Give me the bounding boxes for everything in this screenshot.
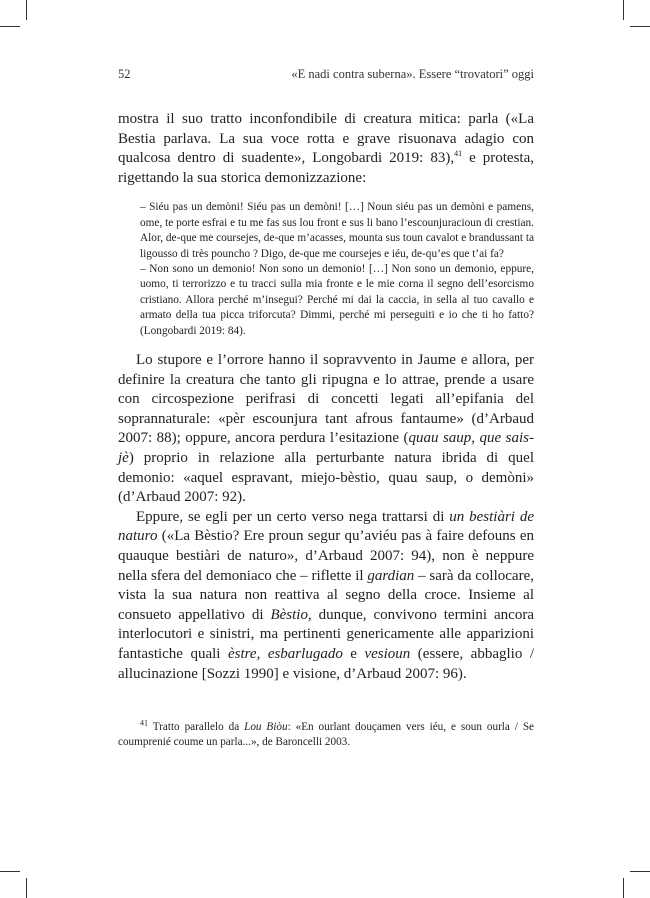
- main-text: [118, 110, 534, 684]
- footnote: [118, 720, 534, 751]
- crop-mark: [26, 0, 27, 20]
- footnote-text: Tratto parallelo da: [148, 721, 245, 733]
- paragraph: [118, 110, 534, 188]
- italic-text: Lou Biòu: [244, 721, 288, 733]
- footnote-text: : «En ourlant douçamen vers iéu, e soun ourla / Se coumprenié coume un parla...», de Baroncelli 2003.: [118, 721, 535, 749]
- italic-text: Bèstio: [270, 606, 308, 623]
- running-title: «E nadi contra suberna». Essere “trovatori” oggi: [291, 67, 534, 81]
- paragraph-text: ) proprio in relazione alla perturbante natura ibrida di quel demonio: «aquel espravant, miejo-bèstio, quau saup, o demòni» (d’Arbaud 2007: 92).: [118, 450, 534, 506]
- italic-text: vesioun: [364, 645, 411, 662]
- italic-text: quau saup, que sais-jè: [118, 430, 534, 466]
- paragraph: [118, 508, 534, 684]
- footnote-number: 41: [140, 718, 148, 728]
- italic-text: èstre: [227, 645, 257, 662]
- block-quote: [140, 200, 534, 339]
- paragraph-text: e protesta, rigettando la sua storica demonizzazione:: [118, 150, 535, 186]
- italic-text: esbarlugado: [267, 645, 343, 662]
- crop-mark: [0, 26, 20, 27]
- crop-mark: [623, 0, 624, 20]
- paragraph-text: («La Bèstio? Ere proun segur qu’aviéu pas à faire defouns en quauque bestiàri de naturo», d’Arbaud 2007: 94), non è neppure nella sfera del demoniaco che – riflette il: [118, 528, 534, 584]
- crop-mark: [26, 878, 27, 898]
- paragraph-text: , dunque, convivono termini ancora interlocutori e sinistri, ma pertinenti genericamente alle apparizioni fantastiche quali: [118, 606, 534, 662]
- page-number: 52: [118, 67, 131, 81]
- paragraph-text: mostra il suo tratto inconfondibile di creatura mitica: parla («La Bestia parlava. La sua voce rotta e grave risuonava adagio con qualcosa dentro di suadente», Longobardi 2019: 83),: [118, 111, 534, 167]
- paragraph: [118, 351, 534, 508]
- crop-mark: [623, 878, 624, 898]
- paragraph-text: Eppure, se egli per un certo verso nega trattarsi di: [136, 508, 450, 525]
- crop-mark: [630, 871, 650, 872]
- paragraph-text: e: [342, 645, 365, 662]
- crop-mark: [630, 26, 650, 27]
- paragraph-text: Lo stupore e l’orrore hanno il sopravvento in Jaume e allora, per definire la creatura che tanto gli ripugna e lo attrae, prende a usare con circospezione perifrasi di concetti legati all’epifania del soprannaturale: «pèr escounjura tant afrous fantaume» (d’Arbaud 2007: 88); oppure, ancora perdura l’esitazione (: [118, 352, 534, 447]
- paragraph-text: – sarà da collocare, vista la sua natura non reattiva al segno della croce. Insieme al consueto appellativo di: [118, 567, 534, 623]
- italic-text: gardian: [367, 567, 415, 584]
- footnote-ref[interactable]: 41: [454, 149, 463, 159]
- crop-mark: [0, 871, 20, 872]
- paragraph-text: (essere, abbaglio / allucinazione [Sozzi 1990] e visione, d’Arbaud 2007: 96).: [118, 645, 534, 682]
- paragraph-text: ,: [256, 645, 268, 662]
- italic-text: un bestiàri de naturo: [118, 508, 534, 545]
- quote-italian: – Non sono un demonio! Non sono un demonio! […] Non sono un demonio, eppure, uomo, ti terrorizzo e tu tracci sulla mia fronte e le mie corna il segno dell’esorcismo cristiano. Allora perché m’insegui? Perché mi dai la caccia, in sella al tuo cavallo e armato della tua picca triforcuta? Dimmi, perché mi perseguiti e io che ti ho fatto? (Longobardi 2019: 84).: [140, 263, 534, 337]
- quote-occitan: – Siéu pas un demòni! Siéu pas un demòni! […] Noun siéu pas un demòni e pamens, ome, te porte esfrai e tu me fas sus lou front e sus li bano l’escounjuracioun di crestian. Alor, de-que me coursejes, de-que m’acasses, mounta sus toun cavalot e brandussant ta ligousso di très pouncho ? Digo, de-que me coursejes e iéu, de-qu’es que t’ai fa?: [140, 201, 534, 260]
